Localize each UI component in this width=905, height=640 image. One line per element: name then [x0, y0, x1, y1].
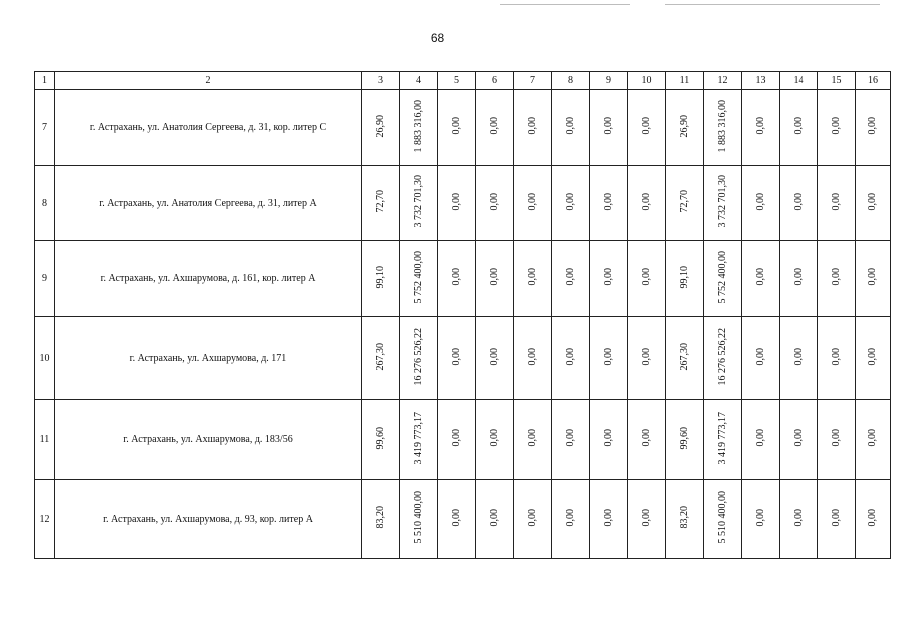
cell-value: 26,90	[374, 114, 386, 138]
cell-value: 99,60	[374, 426, 386, 450]
value-cell	[590, 317, 628, 400]
value-cell	[514, 241, 552, 317]
column-header: 9	[590, 72, 628, 90]
value-cell	[704, 241, 742, 317]
value-cell	[666, 90, 704, 166]
value-cell	[514, 317, 552, 400]
value-cell	[514, 166, 552, 241]
cell-value: 72,70	[374, 190, 386, 213]
cell-value: 0,00	[640, 192, 652, 211]
value-cell	[362, 166, 400, 241]
value-cell	[856, 400, 891, 480]
cell-value: 0,00	[602, 429, 614, 447]
cell-value: 0,00	[526, 192, 538, 211]
value-cell	[742, 241, 780, 317]
value-cell	[552, 90, 590, 166]
value-cell	[818, 480, 856, 559]
address-cell: г. Астрахань, ул. Анатолия Сергеева, д. 31, кор. литер С	[55, 90, 362, 166]
table-row	[35, 400, 891, 480]
cell-value: 3 732 701,30	[412, 175, 424, 228]
row-number-cell: 8	[35, 166, 55, 241]
value-cell	[362, 241, 400, 317]
table-body	[35, 90, 891, 559]
cell-value: 0,00	[564, 347, 576, 366]
value-cell	[476, 317, 514, 400]
address-cell: г. Астрахань, ул. Ахшарумова, д. 93, кор. литер А	[55, 480, 362, 559]
value-cell	[514, 480, 552, 559]
column-header: 4	[400, 72, 438, 90]
table-row	[35, 166, 891, 241]
value-cell	[438, 241, 476, 317]
value-cell	[590, 166, 628, 241]
cell-value: 16 276 526,22	[412, 327, 424, 386]
column-header: 16	[856, 72, 891, 90]
table-row	[35, 317, 891, 400]
value-cell	[590, 480, 628, 559]
address-cell: г. Астрахань, ул. Ахшарумова, д. 161, кор. литер А	[55, 241, 362, 317]
cell-value: 0,00	[564, 117, 576, 135]
column-header: 11	[666, 72, 704, 90]
cell-value: 26,90	[678, 114, 690, 138]
cell-value: 3 419 773,17	[412, 411, 424, 465]
row-number-cell: 11	[35, 400, 55, 480]
cell-value: 1 883 316,00	[716, 99, 728, 153]
value-cell	[400, 400, 438, 480]
value-cell	[362, 400, 400, 480]
cell-value: 0,00	[526, 429, 538, 447]
value-cell	[704, 400, 742, 480]
register-table	[34, 71, 891, 559]
cell-value: 0,00	[867, 508, 878, 527]
value-cell	[552, 317, 590, 400]
cell-value: 0,00	[526, 508, 538, 527]
value-cell	[704, 90, 742, 166]
column-header: 6	[476, 72, 514, 90]
cell-value: 0,00	[488, 347, 500, 366]
column-header: 7	[514, 72, 552, 90]
cell-value: 3 419 773,17	[716, 411, 728, 465]
column-header: 1	[35, 72, 55, 90]
value-cell	[552, 480, 590, 559]
value-cell	[780, 400, 818, 480]
value-cell	[552, 400, 590, 480]
value-cell	[552, 166, 590, 241]
cell-value: 99,10	[374, 265, 386, 289]
value-cell	[438, 166, 476, 241]
value-cell	[400, 90, 438, 166]
value-cell	[476, 166, 514, 241]
value-cell	[780, 480, 818, 559]
cell-value: 5 752 400,00	[716, 250, 728, 304]
row-number-cell: 10	[35, 317, 55, 400]
value-cell	[628, 400, 666, 480]
column-header: 13	[742, 72, 780, 90]
value-cell	[400, 241, 438, 317]
cell-value: 0,00	[450, 192, 462, 211]
cell-value: 0,00	[564, 268, 576, 286]
cell-value: 16 276 526,22	[716, 327, 728, 386]
cell-value: 0,00	[754, 268, 766, 286]
value-cell	[742, 317, 780, 400]
row-number-cell: 7	[35, 90, 55, 166]
cell-value: 0,00	[867, 347, 878, 366]
column-header: 12	[704, 72, 742, 90]
cell-value: 0,00	[830, 508, 842, 527]
column-header: 15	[818, 72, 856, 90]
cell-value: 0,00	[640, 508, 652, 527]
cell-value: 0,00	[526, 268, 538, 286]
value-cell	[818, 400, 856, 480]
value-cell	[780, 241, 818, 317]
cell-value: 0,00	[488, 117, 500, 135]
cell-value: 3 732 701,30	[716, 175, 728, 228]
cell-value: 0,00	[792, 192, 804, 211]
column-header: 8	[552, 72, 590, 90]
cell-value: 0,00	[754, 347, 766, 366]
value-cell	[856, 166, 891, 241]
value-cell	[742, 480, 780, 559]
value-cell	[438, 317, 476, 400]
value-cell	[400, 317, 438, 400]
cell-value: 0,00	[602, 268, 614, 286]
value-cell	[742, 166, 780, 241]
cell-value: 0,00	[754, 508, 766, 527]
cell-value: 0,00	[450, 429, 462, 447]
cell-value: 267,30	[374, 342, 386, 371]
cell-value: 0,00	[792, 268, 804, 286]
cell-value: 267,30	[678, 342, 690, 371]
cell-value: 0,00	[640, 117, 652, 135]
cell-value: 0,00	[640, 347, 652, 366]
cell-value: 0,00	[488, 429, 500, 447]
cell-value: 83,20	[374, 506, 386, 529]
value-cell	[780, 317, 818, 400]
column-header: 2	[55, 72, 362, 90]
value-cell	[438, 90, 476, 166]
cell-value: 5 510 400,00	[412, 491, 424, 544]
cell-value: 0,00	[526, 117, 538, 135]
value-cell	[628, 317, 666, 400]
cell-value: 72,70	[678, 190, 690, 213]
value-cell	[818, 241, 856, 317]
value-cell	[628, 241, 666, 317]
cell-value: 99,10	[678, 265, 690, 289]
value-cell	[742, 90, 780, 166]
value-cell	[856, 241, 891, 317]
scan-mark-line	[665, 4, 880, 5]
cell-value: 0,00	[830, 429, 842, 447]
cell-value: 0,00	[792, 117, 804, 135]
address-cell: г. Астрахань, ул. Анатолия Сергеева, д. 31, литер А	[55, 166, 362, 241]
cell-value: 0,00	[754, 192, 766, 211]
column-header: 5	[438, 72, 476, 90]
cell-value: 0,00	[792, 508, 804, 527]
value-cell	[362, 317, 400, 400]
cell-value: 0,00	[830, 347, 842, 366]
value-cell	[514, 400, 552, 480]
value-cell	[476, 480, 514, 559]
cell-value: 0,00	[830, 268, 842, 286]
cell-value: 0,00	[488, 508, 500, 527]
cell-value: 0,00	[754, 429, 766, 447]
cell-value: 0,00	[830, 192, 842, 211]
scan-mark-line	[500, 4, 630, 5]
value-cell	[856, 480, 891, 559]
cell-value: 0,00	[830, 117, 842, 135]
cell-value: 0,00	[450, 117, 462, 135]
value-cell	[552, 241, 590, 317]
page-number: 68	[430, 31, 445, 45]
value-cell	[362, 90, 400, 166]
value-cell	[704, 166, 742, 241]
cell-value: 0,00	[867, 429, 878, 447]
value-cell	[400, 480, 438, 559]
cell-value: 0,00	[450, 508, 462, 527]
value-cell	[818, 166, 856, 241]
cell-value: 0,00	[564, 192, 576, 211]
cell-value: 0,00	[450, 268, 462, 286]
table-row	[35, 480, 891, 559]
value-cell	[476, 90, 514, 166]
value-cell	[818, 317, 856, 400]
row-number-cell: 9	[35, 241, 55, 317]
value-cell	[438, 480, 476, 559]
value-cell	[476, 241, 514, 317]
value-cell	[780, 90, 818, 166]
cell-value: 0,00	[602, 347, 614, 366]
cell-value: 0,00	[488, 192, 500, 211]
cell-value: 0,00	[754, 117, 766, 135]
cell-value: 0,00	[450, 347, 462, 366]
value-cell	[666, 400, 704, 480]
value-cell	[590, 241, 628, 317]
value-cell	[856, 317, 891, 400]
cell-value: 83,20	[678, 506, 690, 529]
value-cell	[400, 166, 438, 241]
address-cell: г. Астрахань, ул. Ахшарумова, д. 183/56	[55, 400, 362, 480]
value-cell	[780, 166, 818, 241]
cell-value: 0,00	[602, 117, 614, 135]
cell-value: 0,00	[602, 508, 614, 527]
cell-value: 0,00	[602, 192, 614, 211]
address-cell: г. Астрахань, ул. Ахшарумова, д. 171	[55, 317, 362, 400]
cell-value: 0,00	[526, 347, 538, 366]
column-header: 14	[780, 72, 818, 90]
value-cell	[514, 90, 552, 166]
value-cell	[666, 166, 704, 241]
value-cell	[666, 241, 704, 317]
table-row	[35, 90, 891, 166]
cell-value: 0,00	[640, 429, 652, 447]
value-cell	[704, 317, 742, 400]
cell-value: 0,00	[488, 268, 500, 286]
value-cell	[742, 400, 780, 480]
value-cell	[704, 480, 742, 559]
cell-value: 0,00	[564, 429, 576, 447]
cell-value: 5 510 400,00	[716, 491, 728, 544]
column-header: 3	[362, 72, 400, 90]
cell-value: 0,00	[867, 117, 878, 135]
cell-value: 99,60	[678, 426, 690, 450]
cell-value: 1 883 316,00	[412, 99, 424, 153]
cell-value: 0,00	[867, 192, 878, 211]
value-cell	[666, 480, 704, 559]
cell-value: 0,00	[792, 347, 804, 366]
value-cell	[476, 400, 514, 480]
cell-value: 0,00	[640, 268, 652, 286]
row-number-cell: 12	[35, 480, 55, 559]
value-cell	[438, 400, 476, 480]
value-cell	[362, 480, 400, 559]
cell-value: 0,00	[564, 508, 576, 527]
value-cell	[590, 400, 628, 480]
table-row	[35, 241, 891, 317]
cell-value: 0,00	[867, 268, 878, 286]
value-cell	[628, 166, 666, 241]
cell-value: 5 752 400,00	[412, 250, 424, 304]
value-cell	[628, 480, 666, 559]
value-cell	[628, 90, 666, 166]
value-cell	[856, 90, 891, 166]
value-cell	[590, 90, 628, 166]
cell-value: 0,00	[792, 429, 804, 447]
header-row	[35, 72, 891, 90]
value-cell	[666, 317, 704, 400]
value-cell	[818, 90, 856, 166]
column-header: 10	[628, 72, 666, 90]
